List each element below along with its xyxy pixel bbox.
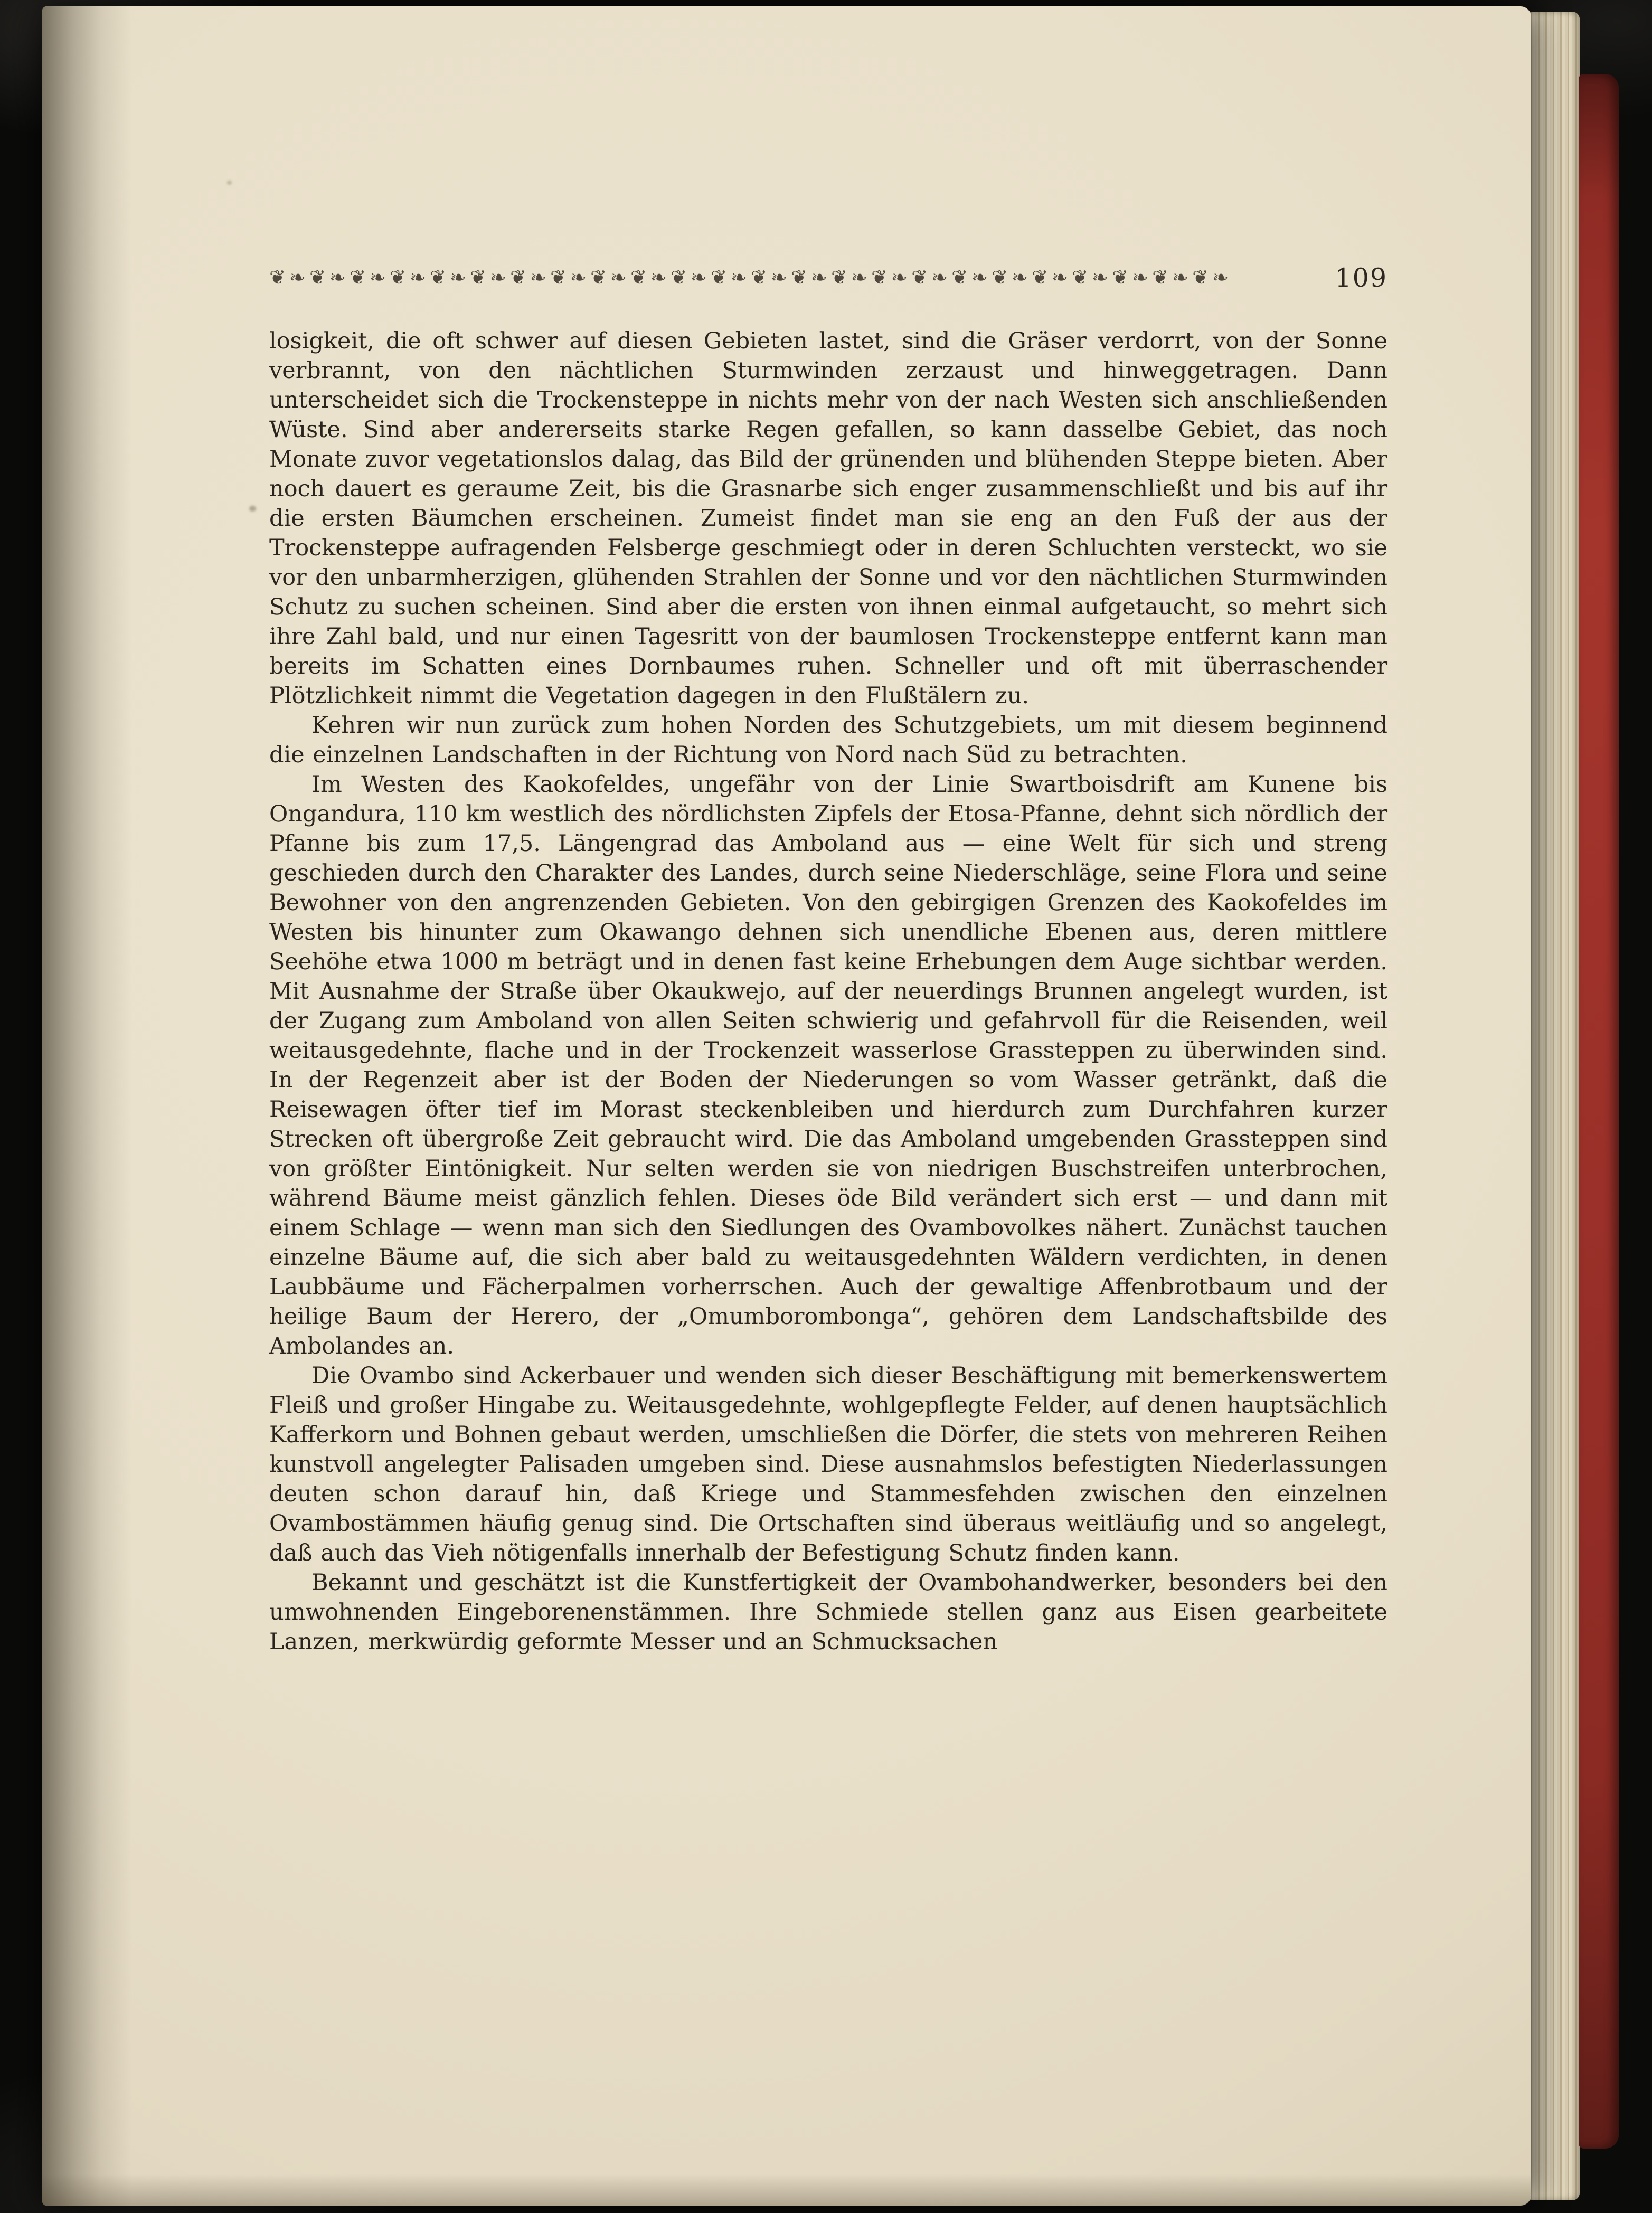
paragraph-2: Kehren wir nun zurück zum hohen Norden des Schutzgebiets, um mit diesem beginnend die einzelnen Landschaften in der Richtung von Nord nach Süd zu betrachten. (269, 712, 1387, 768)
header-ornament: ❦❧❦❧❦❧❦❧❦❧❦❧❦❧❦❧❦❧❦❧❦❧❦❧❦❧❦❧❦❧❦❧❦❧❦❧❦❧❦❧❦❧❦❧❦❧❦❧ (269, 266, 1233, 289)
page-number: 109 (1335, 262, 1387, 293)
paragraph-4: Die Ovambo sind Ackerbauer und wenden sich dieser Beschäftigung mit bemerkenswertem Fleiß und großer Hingabe zu. Weitausgedehnte, wohlgepflegte Felder, auf denen hauptsächlich Kafferkorn und Bohnen gebaut werden, umschließen die Dörfer, die stets von mehreren Reihen kunstvoll angelegter Palisaden umgeben sind. Diese ausnahmslos befestigten Niederlassungen deuten schon darauf hin, daß Kriege und Stammesfehden zwischen den einzelnen Ovambostämmen häufig genug sind. Die Ortschaften sind überaus weitläufig und so angelegt, daß auch das Vieh nötigenfalls innerhalb der Befestigung Schutz finden kann. (269, 1363, 1387, 1566)
bottom-shadow (42, 2174, 1531, 2206)
paper-stain (227, 181, 232, 185)
text-block (269, 326, 1387, 1657)
book-page (42, 6, 1531, 2206)
paragraph-5: Bekannt und geschätzt ist die Kunstfertigkeit der Ovambohandwerker, besonders bei den umwohnenden Eingeborenenstämmen. Ihre Schmiede stellen ganz aus Eisen gearbeitete Lanzen, merkwürdig geformte Messer und an Schmucksachen (269, 1569, 1387, 1655)
page-content (269, 259, 1387, 1657)
page-header (269, 259, 1387, 297)
paragraph-3: Im Westen des Kaokofeldes, ungefähr von der Linie Swartboisdrift am Kunene bis Ongandura, 110 km westlich des nördlichsten Zipfels der Etosa-Pfanne, dehnt sich nördlich der Pfanne bis zum 17,5. Längengrad das Amboland aus — eine Welt für sich und streng geschieden durch den Charakter des Landes, durch seine Niederschläge, seine Flora und seine Bewohner von den angrenzenden Gebieten. Von den gebirgigen Grenzen des Kaokofeldes im Westen bis hinunter zum Okawango dehnen sich unendliche Ebenen aus, deren mittlere Seehöhe etwa 1000 m beträgt und in denen fast keine Erhebungen dem Auge sichtbar werden. Mit Ausnahme der Straße über Okaukwejo, auf der neuerdings Brunnen angelegt wurden, ist der Zugang zum Amboland von allen Seiten schwierig und gefahrvoll für die Reisenden, weil weitausgedehnte, flache und in der Trockenzeit wasserlose Grassteppen zu überwinden sind. In der Regenzeit aber ist der Boden der Niederungen so vom Wasser getränkt, daß die Reisewagen öfter tief im Morast steckenbleiben und hierdurch zum Durchfahren kurzer Strecken oft übergroße Zeit gebraucht wird. Die das Amboland umgebenden Grassteppen sind von größter Eintönigkeit. Nur selten werden sie von niedrigen Buschstreifen unterbrochen, während Bäume meist gänzlich fehlen. Dieses öde Bild verändert sich erst — und dann mit einem Schlage — wenn man sich den Siedlungen des Ovambovolkes nähert. Zunächst tauchen einzelne Bäume auf, die sich aber bald zu weitausgedehnten Wäldern verdichten, in denen Laubbäume und Fächerpalmen vorherrschen. Auch der gewaltige Affenbrotbaum und der heilige Baum der Herero, der „Omumborombonga“, gehören dem Landschaftsbilde des Ambolandes an. (269, 771, 1387, 1359)
book-cover-edge (1579, 74, 1619, 2149)
gutter-shadow (42, 6, 132, 2206)
paper-stain (249, 506, 256, 512)
paragraph-1: losigkeit, die oft schwer auf diesen Gebieten lastet, sind die Gräser verdorrt, von der Sonne verbrannt, von den nächtlichen Sturmwinden zerzaust und hinweggetragen. Dann unterscheidet sich die Trockensteppe in nichts mehr von der nach Westen sich anschließenden Wüste. Sind aber andererseits starke Regen gefallen, so kann dasselbe Gebiet, das noch Monate zuvor vegetationslos dalag, das Bild der grünenden und blühenden Steppe bieten. Aber noch dauert es geraume Zeit, bis die Grasnarbe sich enger zusammenschließt und bis auf ihr die ersten Bäumchen erscheinen. Zumeist findet man sie eng an den Fuß der aus der Trockensteppe aufragenden Felsberge geschmiegt oder in deren Schluchten versteckt, wo sie vor den unbarmherzigen, glühenden Strahlen der Sonne und vor den nächtlichen Sturmwinden Schutz zu suchen scheinen. Sind aber die ersten von ihnen einmal aufgetaucht, so mehrt sich ihre Zahl bald, und nur einen Tagesritt von der baumlosen Trockensteppe entfernt kann man bereits im Schatten eines Dornbaumes ruhen. Schneller und oft mit überraschender Plötzlichkeit nimmt die Vegetation dagegen in den Flußtälern zu. (269, 328, 1387, 709)
